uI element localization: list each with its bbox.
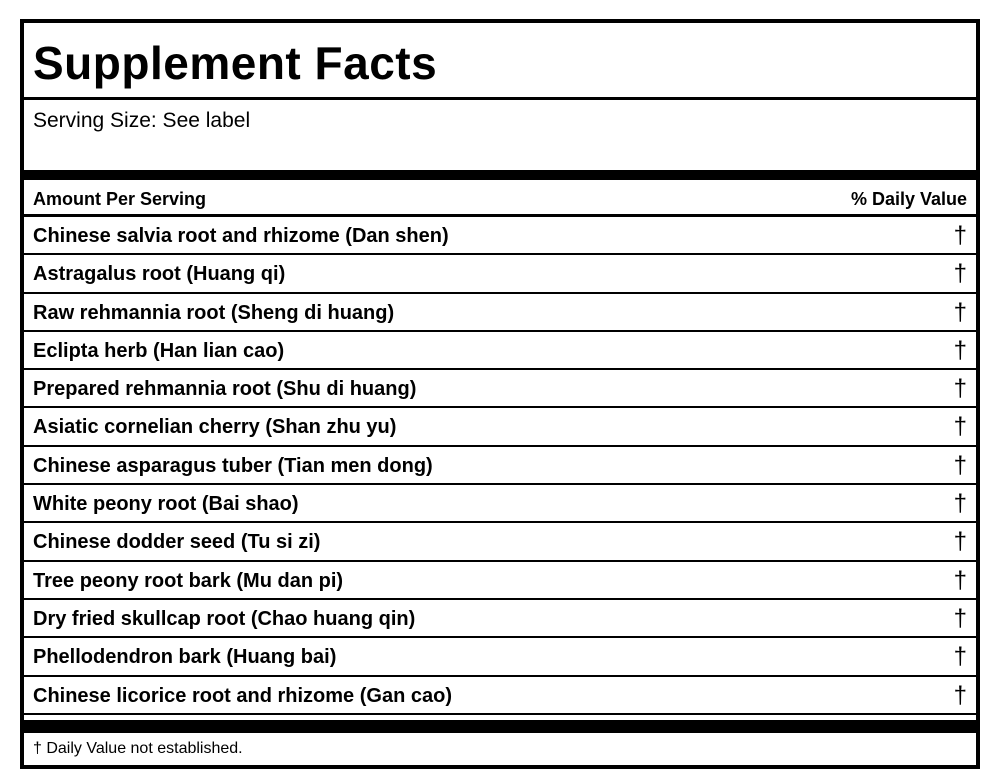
ingredient-daily-value: † [953,490,967,518]
thick-divider-top [24,170,976,180]
ingredient-row [24,294,976,332]
ingredient-daily-value: † [953,375,967,403]
panel-title: Supplement Facts [33,37,438,89]
ingredient-name: Raw rehmannia root (Sheng di huang) [33,301,395,324]
ingredient-row [24,370,976,408]
ingredient-row [24,562,976,600]
ingredient-row [24,677,976,715]
ingredient-name: Chinese licorice root and rhizome (Gan cao) [33,684,452,707]
supplement-facts-panel [20,19,980,769]
ingredient-row [24,408,976,446]
ingredient-name: Tree peony root bark (Mu dan pi) [33,569,344,592]
ingredient-name: Phellodendron bark (Huang bai) [33,646,337,669]
ingredient-daily-value: † [953,528,967,556]
ingredient-row [24,447,976,485]
ingredient-row [24,217,976,255]
ingredient-name: White peony root (Bai shao) [33,493,299,516]
ingredient-daily-value: † [953,643,967,671]
ingredient-name: Chinese asparagus tuber (Tian men dong) [33,454,433,477]
ingredient-row [24,485,976,523]
daily-value-header: % Daily Value [850,189,967,209]
ingredient-row [24,332,976,370]
ingredient-row [24,638,976,676]
ingredient-row [24,600,976,638]
ingredient-name: Dry fried skullcap root (Chao huang qin) [33,607,416,630]
ingredient-name: Asiatic cornelian cherry (Shan zhu yu) [33,416,397,439]
ingredient-daily-value: † [953,451,967,479]
ingredient-daily-value: † [953,566,967,594]
column-header-row [24,180,976,217]
ingredient-name: Astragalus root (Huang qi) [33,263,286,286]
thick-divider-bottom [24,720,976,730]
amount-per-serving-header: Amount Per Serving [33,189,207,209]
ingredient-daily-value: † [953,298,967,326]
daily-value-footnote: † Daily Value not established. [33,740,243,757]
ingredient-name: Chinese dodder seed (Tu si zi) [33,531,321,554]
ingredient-name: Eclipta herb (Han lian cao) [33,339,285,362]
serving-size: Serving Size: See label [33,109,251,132]
ingredient-daily-value: † [953,604,967,632]
ingredient-row [24,255,976,293]
ingredient-daily-value: † [953,222,967,249]
footnote-block [24,730,976,768]
ingredient-daily-value: † [953,336,967,364]
ingredient-daily-value: † [953,260,967,288]
ingredient-list [24,217,976,715]
ingredient-name: Chinese salvia root and rhizome (Dan shen) [33,225,449,247]
ingredient-daily-value: † [953,413,967,441]
title-block [24,23,976,100]
ingredient-daily-value: † [953,681,967,709]
ingredient-name: Prepared rehmannia root (Shu di huang) [33,378,417,401]
ingredient-row [24,523,976,561]
